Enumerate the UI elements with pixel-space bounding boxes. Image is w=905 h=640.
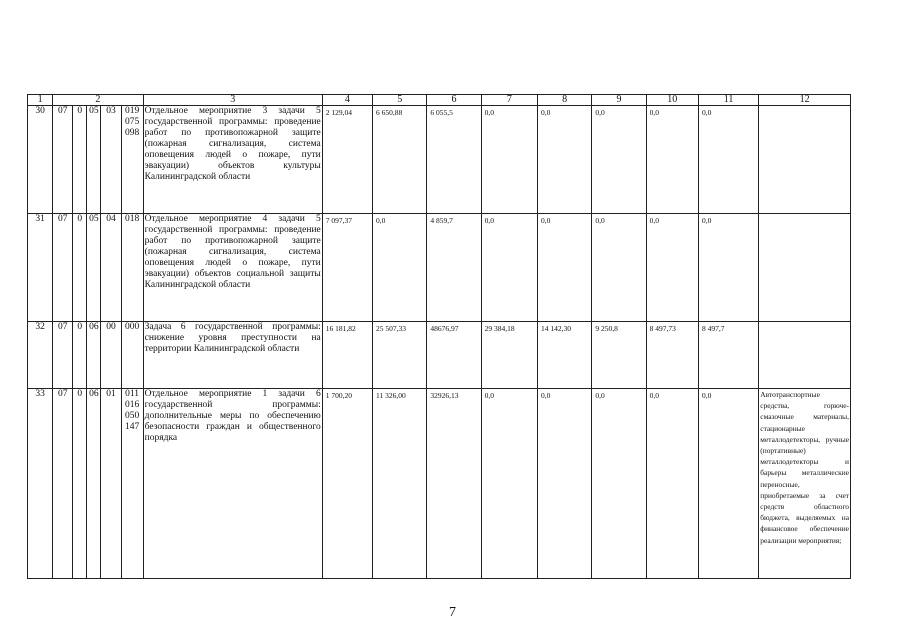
table-row bbox=[28, 106, 851, 214]
code-2: 0 bbox=[73, 389, 87, 579]
header-cell-2: 2 bbox=[53, 95, 144, 106]
code-3: 05 bbox=[87, 214, 101, 322]
header-cell-11: 11 bbox=[698, 95, 758, 106]
value-col-10: 0,0 bbox=[646, 106, 698, 214]
measure-description: Отдельное мероприятие 3 задачи 5 государственной программы: проведение работ по противопожарной защите (пожарная сигнализация, система оповещения людей о пожаре, пути эвакуации) объектов культуры Калининградской области bbox=[143, 106, 322, 214]
code-4: 01 bbox=[101, 389, 121, 579]
page-number: 7 bbox=[449, 605, 456, 620]
value-col-11: 8 497,7 bbox=[698, 322, 758, 389]
value-col-8: 0,0 bbox=[538, 389, 592, 579]
note-col-12 bbox=[759, 322, 851, 389]
table-row bbox=[28, 389, 851, 579]
note-col-12: Автотранспортные средства, горюче-смазочные материалы, стационарные металлодетекторы, ручные (портативные) металлодетекторы и барьеры металлические переносные, приобретаемые за счет средств областного бюджета, выделяемых на финансовое обеспечение реализации мероприятия; bbox=[759, 389, 851, 579]
value-col-8: 14 142,30 bbox=[538, 322, 592, 389]
row-number: 32 bbox=[28, 322, 53, 389]
value-col-4: 7 097,37 bbox=[322, 214, 372, 322]
header-cell-1: 1 bbox=[28, 95, 53, 106]
row-number: 30 bbox=[28, 106, 53, 214]
measure-description: Отдельное мероприятие 4 задачи 5 государственной программы: проведение работ по противопожарной защите (пожарная сигнализация, система оповещения людей о пожаре, пути эвакуации) объектов социальной защиты Калининградской области bbox=[143, 214, 322, 322]
value-col-10: 8 497,73 bbox=[646, 322, 698, 389]
value-col-10: 0,0 bbox=[646, 214, 698, 322]
code-3: 06 bbox=[87, 322, 101, 389]
header-cell-5: 5 bbox=[373, 95, 427, 106]
header-cell-10: 10 bbox=[646, 95, 698, 106]
header-cell-4: 4 bbox=[322, 95, 372, 106]
code-5: 019 075 098 bbox=[121, 106, 143, 214]
value-col-9: 0,0 bbox=[592, 214, 646, 322]
value-col-7: 0,0 bbox=[481, 214, 537, 322]
value-col-7: 29 384,18 bbox=[481, 322, 537, 389]
code-4: 00 bbox=[101, 322, 121, 389]
value-col-5: 0,0 bbox=[373, 214, 427, 322]
value-col-6: 32926,13 bbox=[427, 389, 481, 579]
table-row bbox=[28, 322, 851, 389]
value-col-11: 0,0 bbox=[698, 214, 758, 322]
header-cell-3: 3 bbox=[143, 95, 322, 106]
program-table bbox=[27, 94, 851, 579]
value-col-9: 9 250,8 bbox=[592, 322, 646, 389]
value-col-8: 0,0 bbox=[538, 214, 592, 322]
header-cell-9: 9 bbox=[592, 95, 646, 106]
header-cell-12: 12 bbox=[759, 95, 851, 106]
value-col-6: 6 055,5 bbox=[427, 106, 481, 214]
value-col-7: 0,0 bbox=[481, 389, 537, 579]
measure-description: Отдельное мероприятие 1 задачи 6 государственной программы: дополнительные меры по обеспечению безопасности граждан и общественного порядка bbox=[143, 389, 322, 579]
code-2: 0 bbox=[73, 106, 87, 214]
note-col-12 bbox=[759, 106, 851, 214]
value-col-7: 0,0 bbox=[481, 106, 537, 214]
code-5: 011 016 050 147 bbox=[121, 389, 143, 579]
code-4: 03 bbox=[101, 106, 121, 214]
value-col-4: 16 181,82 bbox=[322, 322, 372, 389]
code-5: 018 bbox=[121, 214, 143, 322]
header-cell-8: 8 bbox=[538, 95, 592, 106]
value-col-11: 0,0 bbox=[698, 106, 758, 214]
code-2: 0 bbox=[73, 322, 87, 389]
code-1: 07 bbox=[53, 389, 73, 579]
value-col-5: 6 650,88 bbox=[373, 106, 427, 214]
value-col-9: 0,0 bbox=[592, 389, 646, 579]
code-5: 000 bbox=[121, 322, 143, 389]
value-col-8: 0,0 bbox=[538, 106, 592, 214]
note-col-12 bbox=[759, 214, 851, 322]
code-1: 07 bbox=[53, 214, 73, 322]
header-row bbox=[28, 95, 851, 106]
row-number: 31 bbox=[28, 214, 53, 322]
code-2: 0 bbox=[73, 214, 87, 322]
value-col-5: 11 326,00 bbox=[373, 389, 427, 579]
value-col-10: 0,0 bbox=[646, 389, 698, 579]
value-col-11: 0,0 bbox=[698, 389, 758, 579]
code-4: 04 bbox=[101, 214, 121, 322]
value-col-5: 25 507,33 bbox=[373, 322, 427, 389]
code-3: 06 bbox=[87, 389, 101, 579]
value-col-6: 4 859,7 bbox=[427, 214, 481, 322]
header-cell-7: 7 bbox=[481, 95, 537, 106]
code-1: 07 bbox=[53, 106, 73, 214]
table-row bbox=[28, 214, 851, 322]
value-col-6: 48676,97 bbox=[427, 322, 481, 389]
value-col-9: 0,0 bbox=[592, 106, 646, 214]
header-cell-6: 6 bbox=[427, 95, 481, 106]
value-col-4: 1 700,20 bbox=[322, 389, 372, 579]
value-col-4: 2 129,04 bbox=[322, 106, 372, 214]
code-1: 07 bbox=[53, 322, 73, 389]
measure-description: Задача 6 государственной программы: снижение уровня преступности на территории Калининградской области bbox=[143, 322, 322, 389]
code-3: 05 bbox=[87, 106, 101, 214]
row-number: 33 bbox=[28, 389, 53, 579]
